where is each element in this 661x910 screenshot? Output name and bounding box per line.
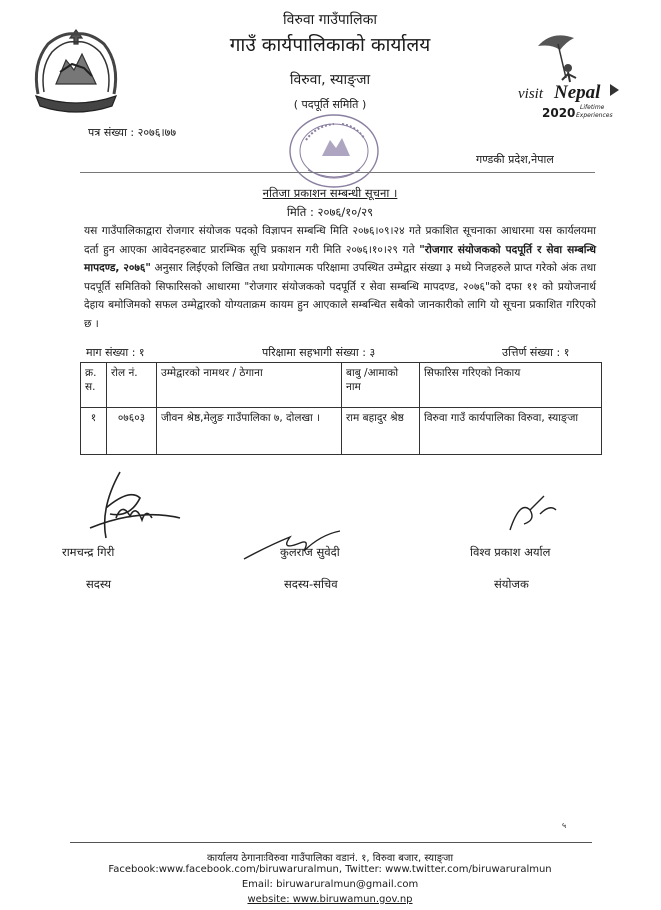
flag-icon (610, 84, 619, 96)
office-stamp (286, 110, 382, 192)
signature-1 (60, 468, 200, 548)
signatory-1-role: सदस्य (86, 577, 112, 591)
notice-body-part-2: अनुसार लिईएको लिखित तथा प्रयोगात्मक परिक्षामा उपस्थित उम्मेद्वार संख्या ३ मध्ये निजहरुले प्राप्त गरेको अंक तथा पदपूर्ति समितिको सिफारिसको आधारमा "रोजगार संयोजकको पदपूर्ति र सेवा सम्बन्धि मापदण्ड, २०७६"को दफा ११ को प्रयोजनार्थ देहाय बमोजिमको सफल उम्मेद्वारको योग्यताक्रम कायम हुन आएकाले सम्बन्धित सबैको जानकारीको लागि यो सूचना प्रकाशित गरिएको छ । (84, 262, 596, 330)
website-link[interactable]: website: www.biruwamun.gov.np (247, 894, 413, 905)
tagline-1: Lifetime (580, 104, 605, 111)
footer-address: कार्यालय ठेगानाःविरुवा गाउँपालिका वडानं. १, विरुवा बजार, स्याङ्जा (206, 853, 454, 864)
header-roll: रोल नं. (107, 363, 157, 408)
office-line-4: ( पदपूर्ति समिति ) (293, 98, 367, 111)
header-recommended-body: सिफारिस गरिएको निकाय (420, 363, 602, 408)
page-mark: ५ (562, 821, 567, 830)
footer-social: Facebook:www.facebook.com/biruwaruralmun, Twitter: www.twitter.com/biruwaruralmun (108, 864, 552, 875)
cell-recommended-body: विरुवा गाउँ कार्यपालिका विरुवा, स्याङ्जा (420, 408, 602, 455)
cell-parent: राम बहादुर श्रेष्ठ (342, 408, 420, 455)
notice-body-bold: "रोजगार संयोजकको पदपूर्ति र सेवा सम्बन्धि मापदण्ड, २०७६" (84, 243, 596, 275)
notice-title: नतिजा प्रकाशन सम्बन्धी सूचना । (262, 186, 398, 200)
signatory-3-role: संयोजक (494, 577, 529, 591)
header-serial: क्र. स. (81, 363, 107, 408)
header-parent: बाबु /आमाको नाम (342, 363, 420, 408)
passed-count: उत्तिर्ण संख्या : १ (502, 346, 570, 359)
visit-text: visit (518, 86, 543, 102)
header-candidate: उम्मेद्वारको नामथर / ठेगाना (157, 363, 342, 408)
year-text: 2020 (542, 106, 576, 120)
nepal-emblem (26, 24, 126, 116)
notice-body (84, 222, 596, 334)
office-line-2: गाउँ कार्यपालिकाको कार्यालय (229, 34, 431, 56)
signature-3 (500, 490, 570, 540)
signatory-2-role: सदस्य-सचिव (284, 577, 338, 591)
footer-divider (70, 842, 592, 843)
table-header-row (81, 363, 602, 408)
signatory-1-name: रामचन्द्र गिरी (62, 545, 115, 559)
participant-count: परिक्षामा सहभागी संख्या : ३ (262, 346, 376, 359)
office-line-1: विरुवा गाउँपालिका (283, 12, 377, 28)
demand-count: माग संख्या : १ (86, 346, 145, 359)
signatory-2-name: कुलराज सुवेदी (280, 545, 340, 559)
table-row (81, 408, 602, 455)
cell-serial: १ (81, 408, 107, 455)
province-text: गण्डकी प्रदेश,नेपाल (476, 153, 554, 166)
cell-candidate: जीवन श्रेष्ठ,मेलुङ गाउँपालिका ७, दोलखा । (157, 408, 342, 455)
footer-website (100, 894, 560, 905)
visit-nepal-logo (512, 24, 642, 124)
reference-number: पत्र संख्या : २०७६।७७ (88, 126, 177, 139)
notice-date: मिति : २०७६/१०/२९ (286, 205, 374, 219)
office-line-3: विरुवा, स्याङ्जा (289, 72, 371, 88)
cell-roll: ०७६०३ (107, 408, 157, 455)
tagline-2: Experiences (576, 112, 613, 119)
signatory-3-name: विश्व प्रकाश अर्याल (470, 545, 551, 559)
footer-email: Email: biruwaruralmun@gmail.com (241, 879, 419, 890)
nepal-text: Nepal (554, 82, 601, 103)
results-table (80, 362, 602, 455)
notice-body-part-1: यस गाउँपालिकाद्वारा रोजगार संयोजक पदको विज्ञापन सम्बन्धि मिति २०७६।०९।२४ गते प्रकाशित सूचनाका आधारमा यस कार्यलयमा दर्ता हुन आएका आवेदनहरुबाट प्रारम्भिक सूचि प्रकाशन गरी मिति २०७६।१०।२९ गते (84, 225, 596, 256)
header-divider (80, 172, 595, 173)
